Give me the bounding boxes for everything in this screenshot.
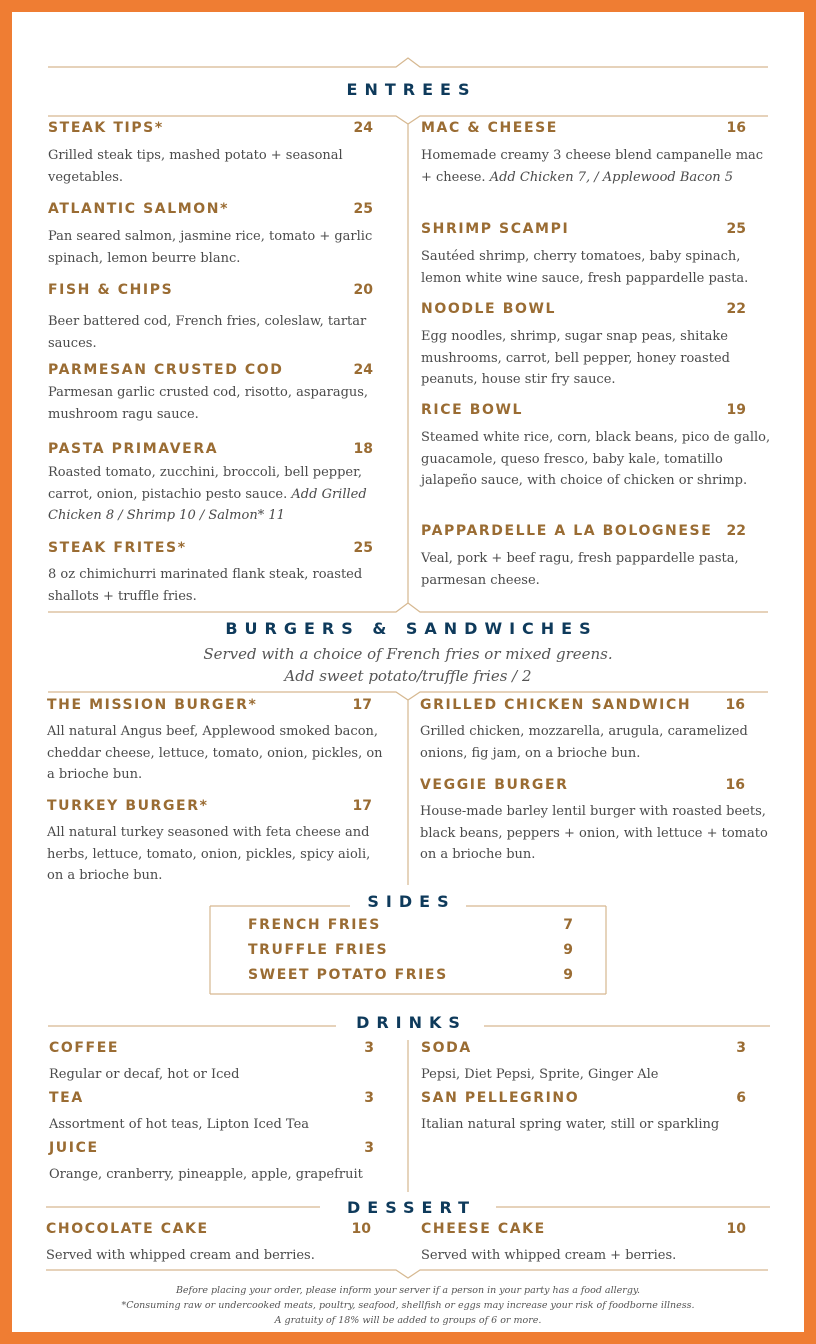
menu-item-description	[49, 1064, 399, 1086]
description-text: Served with whipped cream + berries.	[421, 1248, 677, 1263]
description-text: Regular or decaf, hot or Iced	[49, 1067, 240, 1082]
description-text: Assortment of hot teas, Lipton Iced Tea	[49, 1117, 310, 1132]
menu-item-name: COFFEE	[49, 1040, 120, 1056]
menu-item-name: CHEESE CAKE	[421, 1221, 546, 1237]
menu-item-name: VEGGIE BURGER	[420, 777, 569, 793]
description-text: Italian natural spring water, still or sparkling	[421, 1117, 720, 1132]
section-title-sides	[0, 892, 816, 911]
menu-item-name: ATLANTIC SALMON*	[48, 201, 229, 217]
footer-consumption-warning: *Consuming raw or undercooked meats, poultry, seafood, shellfish or eggs may increase your risk of foodborne illness.	[121, 1300, 695, 1311]
menu-item-description	[421, 548, 771, 591]
menu-item-name: PAPPARDELLE A LA BOLOGNESE	[421, 523, 713, 539]
add-on-text: Add Chicken 7, / Applewood Bacon 5	[489, 169, 734, 185]
menu-item-name: CHOCOLATE CAKE	[46, 1221, 209, 1237]
menu-item-name: JUICE	[49, 1140, 99, 1156]
menu-item-description	[46, 1245, 396, 1267]
description-text: Egg noodles, shrimp, sugar snap peas, shitake mushrooms, carrot, bell pepper, honey roasted peanuts, house stir fry sauce.	[421, 329, 730, 387]
menu-item-price: 3	[364, 1090, 374, 1106]
description-text: Parmesan garlic crusted cod, risotto, asparagus, mushroom ragu sauce.	[48, 385, 369, 422]
description-text: Roasted tomato, zucchini, broccoli, bell pepper, carrot, onion, pistachio pesto sauce.	[48, 465, 363, 502]
description-text: Pan seared salmon, jasmine rice, tomato + garlic spinach, lemon beurre blanc.	[48, 229, 373, 266]
menu-item-name: STEAK FRITES*	[48, 540, 187, 556]
menu-item-description	[47, 721, 387, 786]
menu-item-description	[48, 226, 388, 269]
menu-item-name: NOODLE BOWL	[421, 301, 557, 317]
description-text: All natural turkey seasoned with feta cheese and herbs, lettuce, tomato, onion, pickles, spicy aioli, on a brioche bun.	[47, 825, 371, 883]
menu-item-description	[47, 822, 387, 887]
description-text: Grilled chicken, mozzarella, arugula, caramelized onions, fig jam, on a brioche bun.	[420, 724, 748, 761]
section-title-sides-text: SIDES	[350, 892, 465, 911]
side-item-name: SWEET POTATO FRIES	[248, 967, 448, 983]
menu-item-description	[421, 145, 771, 188]
menu-item-price: 3	[364, 1040, 374, 1056]
menu-item-price: 6	[736, 1090, 746, 1106]
menu-item-price: 10	[726, 1221, 746, 1237]
burgers-note-2: Add sweet potato/truffle fries / 2	[284, 667, 532, 685]
menu-item-price: 22	[726, 523, 746, 539]
description-text: Orange, cranberry, pineapple, apple, grapefruit	[49, 1167, 363, 1182]
menu-item-description	[48, 145, 388, 188]
description-text: Veal, pork + beef ragu, fresh pappardelle pasta, parmesan cheese.	[421, 551, 739, 588]
menu-item-price: 17	[352, 798, 372, 814]
menu-item-price: 16	[725, 777, 745, 793]
menu-item-price: 20	[353, 282, 373, 298]
description-text: All natural Angus beef, Applewood smoked bacon, cheddar cheese, lettuce, tomato, onion, pickles, on a brioche bun.	[47, 724, 383, 782]
burgers-note-1: Served with a choice of French fries or mixed greens.	[203, 645, 613, 663]
side-item-price: 9	[563, 942, 573, 958]
menu-item-description	[421, 1245, 771, 1267]
description-text: House-made barley lentil burger with roasted beets, black beans, peppers + onion, with lettuce + tomato on a brioche bun.	[420, 804, 768, 862]
menu-item-name: GRILLED CHICKEN SANDWICH	[420, 697, 692, 713]
menu-item-price: 25	[353, 201, 373, 217]
menu-item-name: PARMESAN CRUSTED COD	[48, 362, 284, 378]
menu-item-name: RICE BOWL	[421, 402, 524, 418]
menu-item-description	[48, 462, 388, 527]
description-text: 8 oz chimichurri marinated flank steak, roasted shallots + truffle fries.	[48, 567, 363, 604]
description-text: Beer battered cod, French fries, coleslaw, tartar sauces.	[48, 314, 367, 351]
menu-item-price: 22	[726, 301, 746, 317]
add-on-text: Add Grilled Chicken 8 / Shrimp 10 / Salmon* 11	[48, 486, 367, 523]
description-text: Pepsi, Diet Pepsi, Sprite, Ginger Ale	[421, 1067, 659, 1082]
menu-item-price: 25	[726, 221, 746, 237]
menu-item-description	[420, 721, 770, 764]
side-item-name: FRENCH FRIES	[248, 917, 381, 933]
menu-item-description	[421, 326, 771, 391]
menu-item-price: 3	[364, 1140, 374, 1156]
section-title-dessert	[0, 1198, 816, 1217]
section-title-burgers	[0, 619, 816, 638]
menu-item-name: SHRIMP SCAMPI	[421, 221, 570, 237]
menu-item-description	[48, 311, 388, 354]
menu-item-description	[421, 1064, 771, 1086]
menu-item-name: TEA	[49, 1090, 84, 1106]
side-item-name: TRUFFLE FRIES	[248, 942, 389, 958]
menu-item-description	[421, 427, 771, 492]
menu-item-price: 18	[353, 441, 373, 457]
menu-item-description	[421, 1114, 771, 1136]
section-title-dessert-text: DESSERT	[330, 1198, 486, 1217]
description-text: Grilled steak tips, mashed potato + seasonal vegetables.	[48, 148, 343, 185]
menu-item-name: FISH & CHIPS	[48, 282, 174, 298]
description-text: Sautéed shrimp, cherry tomatoes, baby spinach, lemon white wine sauce, fresh pappardelle pasta.	[421, 249, 749, 286]
footer-allergy-note: Before placing your order, please inform your server if a person in your party has a food allergy.	[175, 1285, 641, 1296]
section-title-entrees	[0, 80, 816, 99]
menu-item-description	[49, 1164, 399, 1186]
description-text: Served with whipped cream and berries.	[46, 1248, 315, 1263]
section-title-drinks-text: DRINKS	[339, 1013, 477, 1032]
description-text: Steamed white rice, corn, black beans, pico de gallo, guacamole, queso fresco, baby kale, tomatillo jalapeño sauce, with choice of chicken or shrimp.	[421, 430, 771, 488]
menu-item-price: 24	[353, 120, 373, 136]
menu-item-price: 24	[353, 362, 373, 378]
menu-item-price: 16	[725, 697, 745, 713]
description-text: Homemade creamy 3 cheese blend campanelle mac + cheese.	[421, 148, 764, 185]
menu-item-name: THE MISSION BURGER*	[47, 697, 258, 713]
section-title-burgers-text: BURGERS & SANDWICHES	[208, 619, 607, 638]
menu-item-price: 19	[726, 402, 746, 418]
menu-item-price: 3	[736, 1040, 746, 1056]
section-title-drinks	[0, 1013, 816, 1032]
menu-item-name: SODA	[421, 1040, 472, 1056]
footer-gratuity-note: A gratuity of 18% will be added to groups of 6 or more.	[274, 1315, 542, 1326]
menu-item-description	[48, 382, 388, 425]
side-item-price: 7	[563, 917, 573, 933]
menu-item-description	[421, 246, 771, 289]
menu-item-price: 16	[726, 120, 746, 136]
menu-item-price: 25	[353, 540, 373, 556]
menu-item-name: MAC & CHEESE	[421, 120, 558, 136]
section-title-entrees-text: ENTREES	[330, 80, 487, 99]
menu-item-name: STEAK TIPS*	[48, 120, 164, 136]
menu-item-description	[48, 564, 388, 607]
side-item-price: 9	[563, 967, 573, 983]
menu-item-name: SAN PELLEGRINO	[421, 1090, 580, 1106]
menu-item-name: PASTA PRIMAVERA	[48, 441, 219, 457]
menu-item-price: 17	[352, 697, 372, 713]
menu-item-price: 10	[351, 1221, 371, 1237]
menu-item-description	[49, 1114, 399, 1136]
menu-item-description	[420, 801, 770, 866]
menu-item-name: TURKEY BURGER*	[47, 798, 209, 814]
